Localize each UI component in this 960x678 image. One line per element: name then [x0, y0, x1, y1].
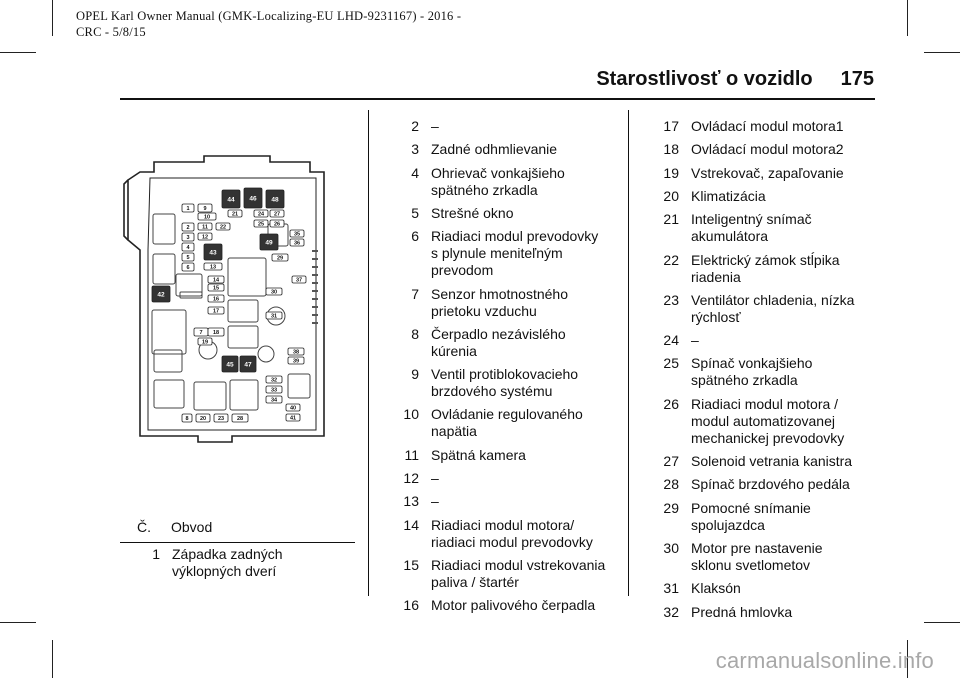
- fuse-26: [270, 220, 284, 228]
- fuse-2: [182, 223, 194, 231]
- fuse-45: [222, 356, 238, 372]
- circuit-number: 23: [663, 291, 679, 308]
- circuit-number: 27: [663, 453, 679, 469]
- circuit-description: Klaksón: [691, 580, 741, 597]
- circuit-entry: [404, 446, 526, 464]
- fuse-label: 20: [199, 416, 207, 423]
- connector-slot: [180, 292, 202, 298]
- fuse-20: [196, 414, 210, 422]
- fuse-label: 26: [273, 221, 281, 228]
- circuit-description: Zadné odhmlievanie: [431, 141, 558, 158]
- circuit-number: 14: [403, 516, 419, 533]
- fuse-label: 48: [271, 196, 279, 204]
- circuit-number: 26: [663, 395, 679, 412]
- relay-socket: [228, 300, 258, 322]
- fuse-label: 44: [227, 196, 235, 204]
- fuse-label: 12: [201, 234, 209, 241]
- circuit-number: 20: [663, 187, 679, 204]
- circuit-description: Motor palivového čerpadla: [431, 597, 596, 614]
- fuse-label: 3: [186, 235, 190, 242]
- crop-mark: [0, 52, 36, 53]
- crop-mark: [52, 640, 53, 678]
- fuse-label: 23: [217, 416, 225, 423]
- circuit-number: 6: [411, 228, 419, 245]
- circuit-description: –: [431, 470, 439, 486]
- circuit-entry: [663, 395, 845, 447]
- circuit-description: Ovládací modul motora2: [691, 141, 844, 158]
- relay-socket: [153, 214, 175, 244]
- fuse-label: 32: [270, 377, 278, 384]
- circuit-description: Ventilátor chladenia, nízka rýchlosť: [691, 291, 855, 325]
- circuit-description: Solenoid vetrania kanistra: [691, 453, 853, 469]
- fuse-label: 24: [257, 211, 265, 218]
- fuse-14: [208, 276, 224, 284]
- circuit-description: Riadiaci modul motora/ riadiaci modul prevodovky: [431, 516, 593, 550]
- fuse-label: 9: [203, 206, 207, 213]
- circuit-entry: [663, 211, 812, 245]
- circuit-description: Strešné okno: [431, 204, 514, 221]
- circuit-entry: [403, 406, 583, 440]
- fuse-label: 43: [209, 249, 217, 257]
- circuit-number: 16: [403, 597, 419, 614]
- circuit-entry: [403, 556, 606, 591]
- fuse-label: 2: [186, 225, 190, 232]
- fuse-label: 37: [295, 277, 303, 284]
- crop-mark: [924, 622, 960, 623]
- circuit-number: 19: [663, 164, 679, 181]
- fuse-37: [292, 276, 306, 284]
- fuse-47: [240, 356, 256, 372]
- circuit-number: 2: [411, 118, 419, 134]
- meta-line: CRC - 5/8/15: [76, 25, 146, 39]
- fuse-label: 46: [249, 195, 257, 203]
- fuse-label: 49: [265, 239, 273, 247]
- fuse-label: 47: [244, 361, 252, 369]
- circuit-entry: [663, 499, 811, 534]
- fuse-19: [198, 338, 212, 346]
- circuit-number: 5: [411, 204, 419, 221]
- circuit-number: 30: [663, 539, 679, 556]
- circuit-number: 11: [404, 446, 419, 463]
- fuse-7: [194, 328, 208, 336]
- circuit-entry: [403, 493, 439, 510]
- fuse-label: 27: [273, 211, 281, 218]
- circuit-entry: [663, 141, 844, 158]
- fuse-label: 38: [292, 349, 300, 356]
- fuse-label: 4: [186, 245, 190, 252]
- circuit-description: Senzor hmotnostného prietoku vzduchu: [431, 285, 568, 319]
- crop-mark: [924, 52, 960, 53]
- fuse-label: 19: [201, 339, 209, 346]
- circuit-number: 1: [152, 546, 160, 562]
- column-divider: [628, 110, 629, 596]
- circuit-description: Ohrievač vonkajšieho spätného zrkadla: [431, 164, 565, 198]
- fuse-label: 45: [226, 361, 234, 369]
- circuit-number: 22: [663, 251, 679, 268]
- circuit-description: Riadiaci modul prevodovky s plynule meniteľným prevodom: [431, 228, 599, 279]
- fuse-label: 28: [236, 416, 244, 423]
- circuit-description: –: [431, 118, 439, 134]
- section-title: Starostlivosť o vozidlo: [596, 68, 813, 90]
- relay-socket: [230, 380, 258, 410]
- fuse-13: [204, 263, 222, 271]
- fuse-label: 22: [219, 224, 227, 231]
- circuit-entry: [403, 597, 596, 614]
- circuit-description: Spínač brzdového pedála: [691, 476, 850, 493]
- page-header: [596, 68, 874, 91]
- fuse-label: 18: [212, 330, 220, 337]
- circuit-entry: [663, 580, 741, 597]
- fuse-44: [222, 190, 240, 208]
- relay-socket: [154, 380, 184, 408]
- fuse-24: [254, 210, 268, 218]
- circuit-number: 8: [411, 325, 419, 342]
- column-divider: [368, 110, 369, 596]
- circuit-entry: [403, 516, 593, 551]
- fuse-label: 35: [293, 231, 301, 238]
- crop-mark: [52, 0, 53, 36]
- fuse-48: [266, 190, 284, 208]
- fuse-10: [198, 213, 216, 221]
- circuit-entry: [411, 164, 565, 199]
- fuse-30: [266, 288, 282, 296]
- circuit-number: 7: [411, 285, 419, 302]
- circuit-number: 18: [663, 141, 679, 158]
- fuse-9: [198, 204, 212, 212]
- fuse-label: 11: [202, 224, 208, 231]
- circuit-number: 13: [403, 493, 419, 510]
- fuse-label: 13: [209, 264, 217, 271]
- fuse-38: [288, 348, 304, 356]
- page-number: 175: [840, 68, 874, 90]
- circuit-description: Predná hmlovka: [691, 603, 793, 620]
- relay-socket: [153, 254, 175, 284]
- header-rule: [120, 98, 875, 100]
- fuse-17: [208, 307, 224, 315]
- fuse-40: [286, 404, 300, 412]
- fuse-22: [216, 223, 230, 231]
- relay-socket: [228, 258, 266, 296]
- fuse-27: [270, 210, 284, 218]
- fuse-41: [286, 414, 300, 422]
- circuit-entry: [411, 141, 558, 158]
- circuit-description: Spínač vonkajšieho spätného zrkadla: [691, 355, 813, 389]
- fuse-label: 6: [186, 265, 190, 272]
- fuse-label: 39: [292, 358, 300, 365]
- fuse-label: 8: [185, 416, 189, 423]
- fuse-11: [198, 223, 212, 231]
- circuit-entry: [663, 187, 766, 205]
- circuit-entry: [663, 118, 844, 135]
- circuit-entry: [663, 332, 699, 349]
- circuit-description: Spätná kamera: [431, 446, 526, 463]
- circuit-description: Klimatizácia: [691, 187, 766, 204]
- circuit-entry: [663, 355, 813, 389]
- circuit-description: Západka zadných výklopných dverí: [172, 546, 283, 579]
- relay-socket: [194, 382, 226, 410]
- fuse-label: 21: [231, 211, 239, 218]
- circuit-entry: [411, 285, 568, 320]
- fuse-label: 10: [203, 214, 211, 221]
- circuit-entry: [663, 603, 793, 621]
- circuit-number: 25: [663, 355, 679, 372]
- circuit-entry: [663, 164, 844, 182]
- fuse-21: [228, 210, 242, 218]
- fuse-29: [272, 254, 288, 262]
- fuse-34: [266, 396, 282, 404]
- fuse-18: [208, 328, 224, 336]
- circuit-description: Ventil protiblokovacieho brzdového systému: [431, 366, 579, 400]
- mounting-hole: [258, 346, 274, 362]
- table-header-rule: [120, 542, 355, 543]
- fuse-25: [254, 220, 268, 228]
- fuse-23: [214, 414, 228, 422]
- fuse-28: [232, 414, 248, 422]
- circuit-description: Vstrekovač, zapaľovanie: [691, 164, 844, 181]
- circuit-number: 9: [411, 366, 419, 383]
- fuse-36: [290, 239, 304, 247]
- column-header-number: Č.: [137, 519, 151, 535]
- circuit-entry: [411, 204, 514, 222]
- fuse-label: 30: [270, 289, 278, 296]
- fuse-label: 15: [212, 285, 220, 292]
- fuse-label: 7: [199, 330, 203, 337]
- circuit-entry: [663, 453, 853, 470]
- fuse-label: 33: [270, 387, 278, 394]
- fuse-5: [182, 253, 194, 261]
- circuit-entry: [403, 470, 439, 487]
- fuse-8: [182, 414, 192, 422]
- fuse-12: [198, 233, 212, 241]
- crop-mark: [907, 0, 908, 36]
- fuse-label: 36: [293, 240, 301, 247]
- circuit-number: 12: [403, 470, 419, 486]
- fuse-46: [244, 188, 262, 208]
- circuit-number: 10: [403, 406, 419, 423]
- fuse-label: 34: [270, 397, 278, 404]
- fuse-label: 17: [212, 308, 220, 315]
- circuit-entry: [152, 546, 283, 580]
- circuit-entry: [663, 539, 823, 574]
- circuit-entry: [411, 118, 439, 135]
- fuse-label: 25: [257, 221, 265, 228]
- fuse-label: 16: [212, 296, 220, 303]
- circuit-description: –: [691, 332, 699, 349]
- circuit-number: 24: [663, 332, 679, 349]
- fuse-3: [182, 233, 194, 241]
- watermark: carmanualsonline.info: [715, 648, 934, 673]
- circuit-description: Inteligentný snímač akumulátora: [691, 211, 812, 245]
- meta-line: OPEL Karl Owner Manual (GMK-Localizing-EU LHD-9231167) - 2016 -: [76, 9, 462, 23]
- circuit-entry: [663, 291, 855, 326]
- fuse-label: 29: [276, 255, 284, 262]
- circuit-description: Ovládanie regulovaného napätia: [431, 406, 583, 440]
- circuit-number: 3: [411, 141, 419, 158]
- fuse-label: 14: [212, 277, 220, 284]
- document-meta: [76, 8, 461, 40]
- fuse-label: 5: [186, 255, 190, 262]
- circuit-description: Ovládací modul motora1: [691, 118, 844, 134]
- circuit-description: Čerpadlo nezávislého kúrenia: [431, 325, 566, 359]
- circuit-number: 28: [663, 476, 679, 493]
- circuit-number: 29: [663, 499, 679, 516]
- fuse-label: 41: [289, 415, 297, 422]
- circuit-description: Riadiaci modul motora / modul automatizovanej mechanickej prevodovky: [691, 395, 845, 446]
- fuse-15: [208, 284, 224, 292]
- fuse-6: [182, 263, 194, 271]
- fuse-43: [204, 244, 222, 260]
- circuit-number: 31: [663, 580, 679, 597]
- fuse-label: 42: [157, 291, 165, 299]
- circuit-description: Pomocné snímanie spolujazdca: [691, 499, 811, 533]
- fuse-35: [290, 230, 304, 238]
- circuit-number: 17: [663, 118, 679, 134]
- relay-socket: [288, 374, 310, 398]
- circuit-entry: [411, 325, 566, 360]
- fuse-label: 1: [186, 206, 190, 213]
- fuse-4: [182, 243, 194, 251]
- relay-socket: [152, 310, 186, 354]
- fuse-1: [182, 204, 194, 212]
- circuit-number: 15: [403, 556, 419, 573]
- circuit-entry: [663, 251, 840, 286]
- circuit-number: 21: [663, 211, 679, 228]
- fuse-box-diagram: [120, 150, 342, 448]
- circuit-number: 32: [663, 603, 679, 620]
- column-header-circuit: Obvod: [171, 519, 213, 535]
- fuse-33: [266, 386, 282, 394]
- fuse-49: [260, 234, 278, 250]
- circuit-description: Elektrický zámok stĺpika riadenia: [691, 251, 840, 285]
- fuse-31: [266, 312, 282, 320]
- relay-socket: [154, 350, 182, 372]
- fuse-label: 40: [289, 405, 297, 412]
- fuse-32: [266, 376, 282, 384]
- circuit-entry: [411, 366, 579, 400]
- circuit-description: –: [431, 493, 439, 510]
- circuit-number: 4: [411, 164, 419, 181]
- fuse-label: 31: [270, 313, 278, 320]
- circuit-entry: [411, 228, 599, 279]
- fuse-42: [152, 286, 170, 302]
- circuit-entry: [663, 476, 850, 493]
- fuse-16: [208, 295, 224, 303]
- circuit-description: Riadiaci modul vstrekovania paliva / štartér: [431, 556, 606, 590]
- crop-mark: [0, 622, 36, 623]
- fuse-39: [288, 357, 304, 365]
- relay-socket: [228, 326, 258, 348]
- circuit-description: Motor pre nastavenie sklonu svetlometov: [691, 539, 823, 573]
